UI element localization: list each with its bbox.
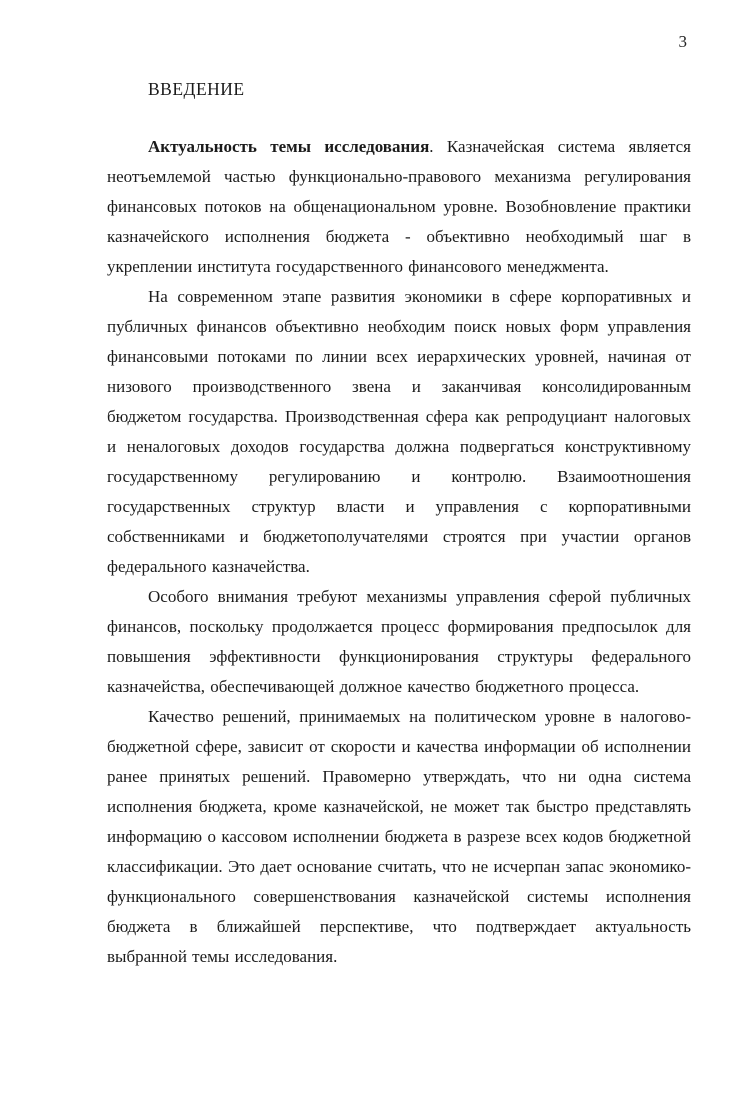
body-text xyxy=(107,132,691,972)
paragraph-bold-lead: Актуальность темы исследования xyxy=(148,137,430,156)
section-heading: ВВЕДЕНИЕ xyxy=(148,79,245,99)
paragraph-text: . Казначейская система является неотъемлемой частью функционально-правового механизма регулирования финансовых потоков на общенациональном уровне. Возобновление практики казначейского исполнения бюджета - объективно необходимый шаг в укреплении института государственного финансового менеджмента. xyxy=(107,137,692,276)
paragraph xyxy=(107,582,691,702)
paragraph xyxy=(107,702,691,972)
paragraph xyxy=(107,282,691,582)
paragraph-text: Качество решений, принимаемых на политическом уровне в налогово-бюджетной сфере, зависит от скорости и качества информации об исполнении ранее принятых решений. Правомерно утверждать, что ни одна система исполнения бюджета, кроме казначейской, не может так быстро представлять информацию о кассовом исполнении бюджета в разрезе всех кодов бюджетной классификации. Это дает основание считать, что не исчерпан запас экономико-функционального совершенствования казначейской системы исполнения бюджета в ближайшей перспективе, что подтверждает актуальность выбранной темы исследования. xyxy=(107,707,691,966)
paragraph-text: Особого внимания требуют механизмы управления сферой публичных финансов, поскольку продолжается процесс формирования предпосылок для повышения эффективности функционирования структуры федерального казначейства, обеспечивающей должное качество бюджетного процесса. xyxy=(107,587,691,696)
page-content xyxy=(107,74,691,972)
paragraph-actuality xyxy=(107,132,691,282)
paragraph-text: На современном этапе развития экономики в сфере корпоративных и публичных финансов объективно необходим поиск новых форм управления финансовыми потоками по линии всех иерархических уровней, начиная от низового производственного звена и заканчивая консолидированным бюджетом государства. Производственная сфера как репродуциант налоговых и неналоговых доходов государства должна подвергаться конструктивному государственному регулированию и контролю. Взаимоотношения государственных структур власти и управления с корпоративными собственниками и бюджетополучателями строятся при участии органов федерального казначейства. xyxy=(107,287,691,576)
page-number: 3 xyxy=(678,32,687,51)
